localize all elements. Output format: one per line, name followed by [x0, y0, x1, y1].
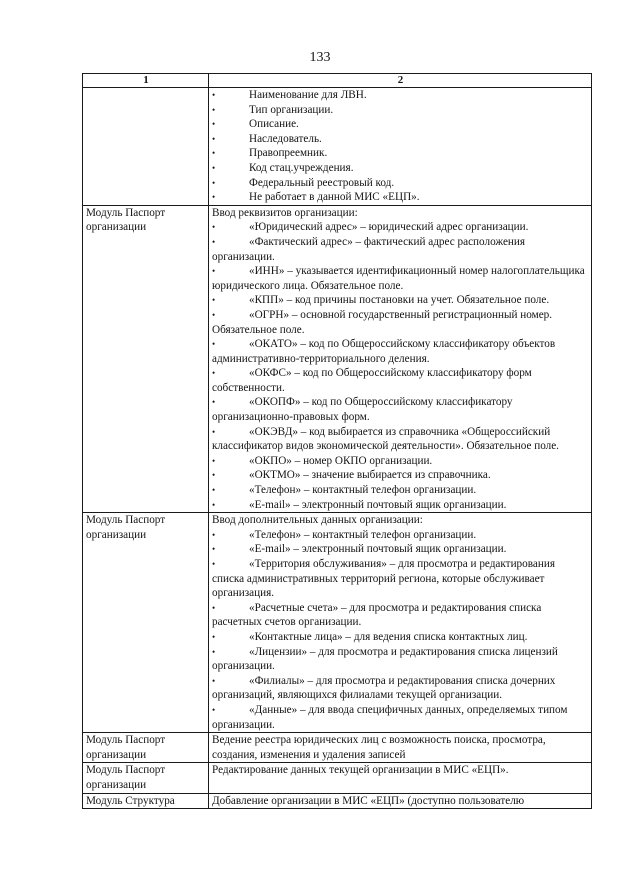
bullet-icon: •	[212, 177, 216, 188]
list-item: • Федеральный реестровый код.	[212, 176, 395, 189]
bullet-icon: •	[212, 544, 216, 555]
bullet-icon: •	[212, 222, 216, 233]
list-item: • «ОКАТО» – код по Общероссийскому классификатору объектов административно-территориального деления.	[212, 338, 556, 365]
bullet-icon: •	[212, 397, 216, 408]
cell-intro: Ввод дополнительных данных организации:	[212, 514, 423, 527]
bullet-icon: •	[212, 602, 216, 613]
module-cell: Модуль Структура	[83, 793, 209, 809]
bullet-icon: •	[212, 455, 216, 466]
description-cell: Добавление организации в МИС «ЕЦП» (доступно пользователю	[209, 793, 592, 809]
list-item: • «ОКЭВД» – код выбирается из справочника «Общероссийский классификатор видов экономической деятельности». Обязательное поле.	[212, 425, 559, 453]
list-item: • «КПП» – код причины постановки на учет. Обязательное поле.	[212, 294, 550, 307]
bullet-icon: •	[212, 499, 216, 510]
list-item: • «Телефон» – контактный телефон организации.	[212, 484, 477, 497]
list-item: • «ОГРН» – основной государственный регистрационный номер. Обязательное поле.	[212, 308, 553, 336]
description-cell	[209, 513, 592, 733]
bullet-icon: •	[212, 162, 216, 173]
bullet-icon: •	[212, 236, 216, 247]
requirements-table	[82, 73, 592, 809]
list-item: • «ОКТМО» – значение выбирается из справочника.	[212, 469, 491, 482]
list-item: • «Расчетные счета» – для просмотра и редактирования списка расчетных счетов организации.	[212, 601, 542, 629]
bullet-icon: •	[212, 426, 216, 437]
table-row	[83, 205, 592, 512]
list-item: • Тип организации.	[212, 103, 334, 116]
module-cell: Модуль Паспорт организации	[83, 205, 209, 512]
column-header-1: 1	[83, 74, 209, 88]
bullet-icon: •	[212, 192, 216, 203]
list-item: • «ОКФС» – код по Общероссийскому классификатору форм собственности.	[212, 367, 532, 394]
list-item: • Код стац.учреждения.	[212, 161, 354, 174]
list-item: • Не работает в данной МИС «ЕЦП».	[212, 191, 420, 204]
list-item: • «Филиалы» – для просмотра и редактирования списка дочерних организаций, являющихся филиалами текущей организации.	[212, 674, 556, 702]
cell-intro: Ввод реквизитов организации:	[212, 206, 358, 219]
list-item: • «ОКПО» – номер ОКПО организации.	[212, 454, 433, 467]
list-item: • «Фактический адрес» – фактический адрес расположения организации.	[212, 235, 526, 263]
description-cell	[209, 205, 592, 512]
table-row	[83, 88, 592, 206]
list-item: • Наследователь.	[212, 132, 322, 145]
list-item: • Описание.	[212, 118, 299, 131]
bullet-icon: •	[212, 631, 216, 642]
column-header-2: 2	[209, 74, 592, 88]
bullet-icon: •	[212, 119, 216, 130]
module-cell: Модуль Паспорт организации	[83, 763, 209, 793]
list-item: • «Данные» – для ввода специфичных данных, определяемых типом организации.	[212, 703, 568, 731]
bullet-icon: •	[212, 485, 216, 496]
list-item: • «ОКОПФ» – код по Общероссийскому классификатору организационно-правовых форм.	[212, 396, 513, 424]
table-row	[83, 793, 592, 809]
description-cell: Ведение реестра юридических лиц с возможность поиска, просмотра, создания, изменения и удаления записей	[209, 733, 592, 763]
bullet-icon: •	[212, 529, 216, 540]
module-cell: Модуль Паспорт организации	[83, 733, 209, 763]
bullet-icon: •	[212, 266, 216, 277]
list-item: • Правопреемник.	[212, 147, 328, 160]
bullet-icon: •	[212, 675, 216, 686]
list-item: • «Территория обслуживания» – для просмотра и редактирования списка административных территорий региона, которые обслуживает организация.	[212, 558, 555, 600]
table-header-row	[83, 74, 592, 88]
list-item: • «Юридический адрес» – юридический адрес организации.	[212, 221, 529, 234]
page-number: 133	[309, 50, 331, 65]
bullet-icon: •	[212, 704, 216, 715]
description-cell: Редактирование данных текущей организации в МИС «ЕЦП».	[209, 763, 592, 793]
bullet-icon: •	[212, 90, 216, 100]
description-cell	[209, 88, 592, 206]
list-item: • Наименование для ЛВН.	[212, 89, 367, 101]
bullet-icon: •	[212, 104, 216, 115]
table-row	[83, 513, 592, 733]
list-item: • «Лицензии» – для просмотра и редактирования списка лицензий организации.	[212, 645, 558, 673]
list-item: • «Телефон» – контактный телефон организации.	[212, 528, 477, 541]
bullet-icon: •	[212, 646, 216, 657]
bullet-icon: •	[212, 470, 216, 481]
bullet-icon: •	[212, 295, 216, 306]
module-cell	[83, 88, 209, 206]
bullet-icon: •	[212, 559, 216, 569]
bullet-icon: •	[212, 339, 216, 350]
bullet-icon: •	[212, 133, 216, 144]
list-item: • «E-mail» – электронный почтовый ящик организации.	[212, 543, 507, 556]
table-row	[83, 763, 592, 793]
module-cell: Модуль Паспорт организации	[83, 513, 209, 733]
bullet-icon: •	[212, 148, 216, 159]
bullet-icon: •	[212, 309, 216, 320]
list-item: • «ИНН» – указывается идентификационный номер налогоплательщика юридического лица. Обязательное поле.	[212, 265, 585, 292]
bullet-icon: •	[212, 368, 216, 379]
list-item: • «Контактные лица» – для ведения списка контактных лиц.	[212, 630, 528, 643]
list-item: • «E-mail» – электронный почтовый ящик организации.	[212, 498, 507, 511]
table-row	[83, 733, 592, 763]
